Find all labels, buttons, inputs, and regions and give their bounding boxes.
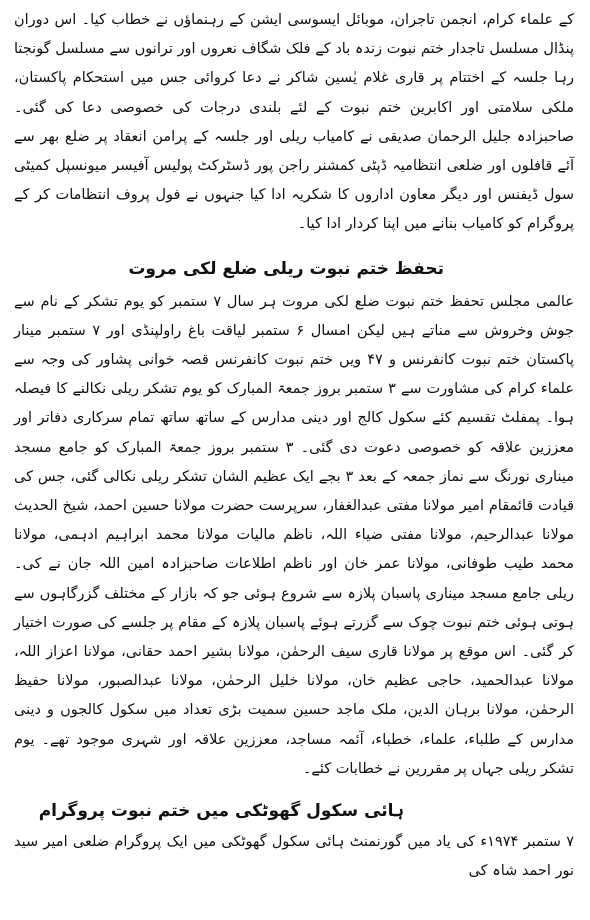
intro-paragraph: کے علماء کرام، انجمن تاجران، موبائل ایسوسی ایشن کے رہنماؤں نے خطاب کیا۔ اس دوران پنڈال مسلسل تاجدار ختم نبوت زندہ باد کے فلک شگاف نعروں اور ترانوں سے مسلسل گونجتا رہا جلسہ کے اختتام پر قاری غلام یٰسین شاکر نے دعا کروائی جس میں استحکام پاکستان، ملکی سلامتی اور اکابرین ختم نبوت کے لئے بلندی درجات کی خصوصی دعا کی گئی۔ صاحبزادہ جلیل الرحمان صدیقی نے کامیاب ریلی اور جلسہ کے پرامن انعقاد پر ضلع بھر سے آئے قافلوں اور ضلعی انتظامیہ ڈپٹی کمشنر راجن پور ڈسٹرکٹ پولیس آفیسر میونسپل کمیٹی سول ڈیفنس اور دیگر معاون اداروں کا شکریہ ادا کیا جنہوں نے فول پروف انتظامات کر کے پروگرام کو کامیاب بنانے میں اپنا کردار ادا کیا۔: [14, 12, 574, 233]
section-heading-lakki-marwat-rally: تحفظ ختم نبوت ریلی ضلع لکی مروت: [128, 258, 444, 279]
lakki-marwat-rally-paragraph: عالمی مجلس تحفظ ختم نبوت ضلع لکی مروت ہر سال ۷ ستمبر کو یوم تشکر کے نام سے جوش وخروش سے مناتے ہیں لیکن امسال ۶ ستمبر لیاقت باغ راولپنڈی اور ۷ ستمبر مینار پاکستان ختم نبوت کانفرنس و ۴۷ ویں ختم نبوت کانفرنس قصہ خوانی پشاور کی وجہ سے علماء کرام کی مشاورت سے ۳ ستمبر بروز جمعۃ المبارک کو یوم تشکر ریلی نکالنے کا فیصلہ ہوا۔ پمفلٹ تقسیم کئے سکول کالج اور دینی مدارس کے ساتھ ساتھ تمام سرکاری دفاتر اور معززین علاقہ کو خصوصی دعوت دی گئی۔ ۳ ستمبر بروز جمعۃ المبارک کو جامع مسجد میناری نورنگ سے نماز جمعہ کے بعد ۳ بجے ایک عظیم الشان تشکر ریلی نکالی گئی، جس کی قیادت قائمقام امیر مولانا مفتی عبدالغفار، سرپرست حضرت مولانا حسین احمد، شیخ الحدیث مولانا عبدالرحیم، مولانا مفتی ضیاء اللہ، ناظم مالیات مولانا محمد ابراہیم ادہمی، مولانا محمد طیب طوفانی، مولانا عمر خان اور ناظم اطلاعات صاحبزادہ امین اللہ جان نے کی۔ ریلی جامع مسجد میناری پاسبان پلازہ سے شروع ہوئی جو کہ بازار کے مختلف گزرگاہوں سے ہوتی ہوئی ختم نبوت چوک سے گزرتے ہوئے پاسبان پلازہ کے مقام پر جلسے کی صورت اختیار کر گئی۔ اس موقع پر مولانا قاری سیف الرحمٰن، مولانا بشیر احمد حقانی، مولانا اعزاز اللہ، مولانا عبدالحمید، حاجی عظیم خان، مولانا خلیل الرحمٰن، مولانا عبدالصبور، مولانا حفیظ الرحمٰن، مولانا برہان الدین، ملک ماجد حسین سمیت بڑی تعداد میں سکول کالجوں و دینی مدارس کے طلباء، علماء، خطباء، آئمہ مساجد، معززین علاقہ اور شہری موجود تھے۔ یوم تشکر ریلی جہاں پر مقررین نے خطابات کئے۔: [14, 293, 575, 777]
section-heading-ghotki-school-program: ہائی سکول گھوٹکی میں ختم نبوت پروگرام: [38, 801, 404, 822]
ghotki-school-program-paragraph: ۷ ستمبر ۱۹۷۴ء کی یاد میں گورنمنٹ ہائی سکول گھوٹکی میں ایک پروگرام ضلعی امیر سید نور احمد شاہ کی: [14, 834, 574, 880]
